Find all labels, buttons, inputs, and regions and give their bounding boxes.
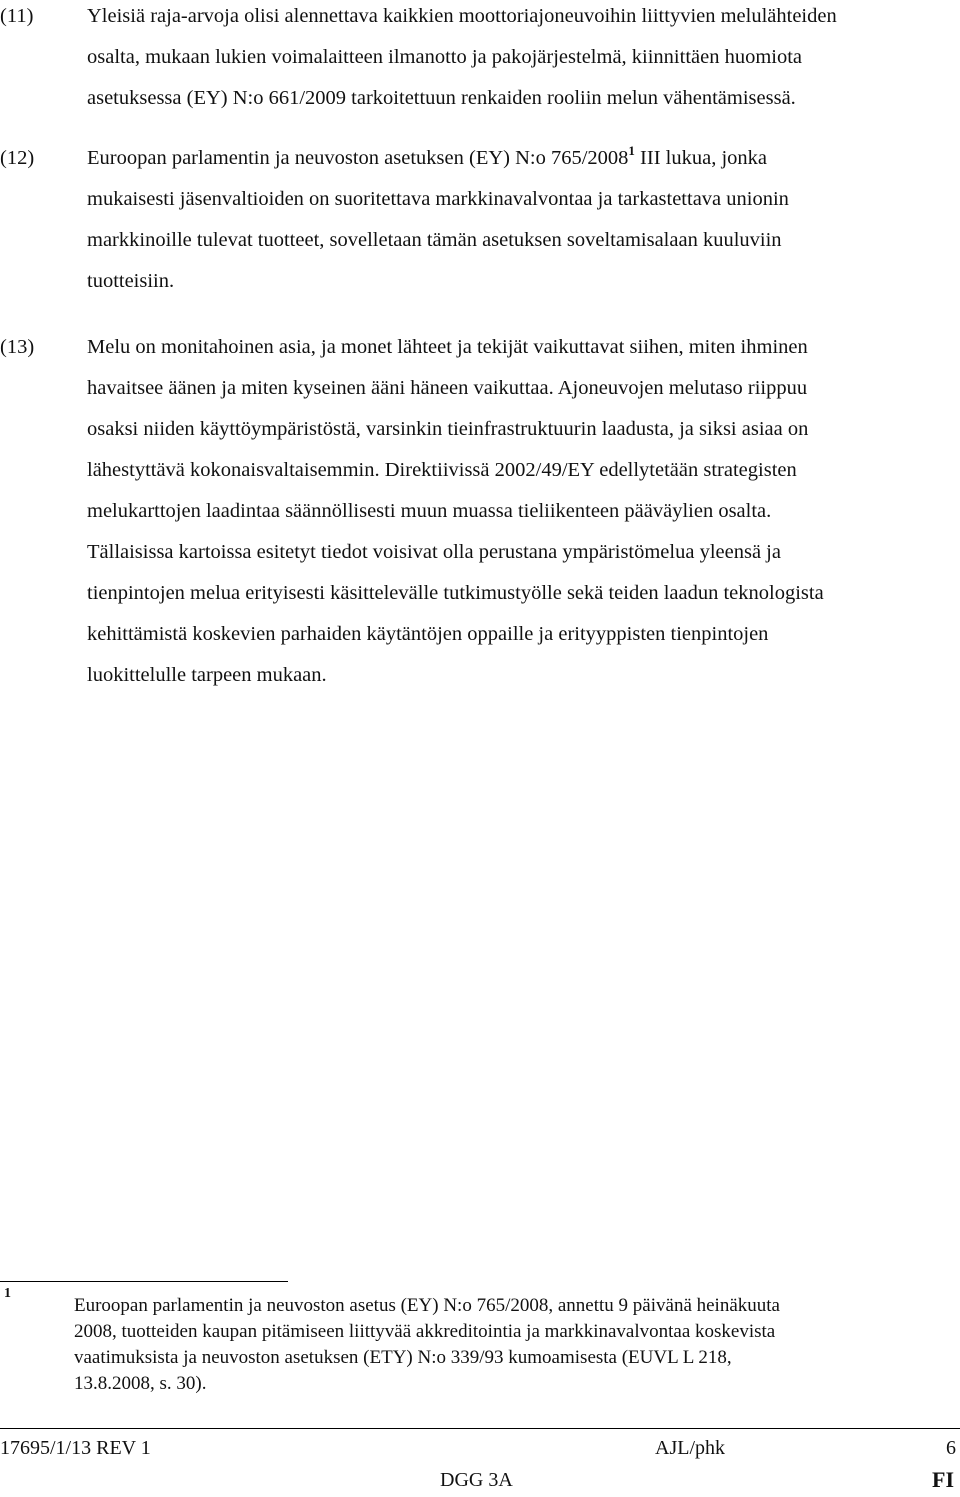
text-line: tuotteisiin. xyxy=(87,270,175,292)
text-line: luokittelulle tarpeen mukaan. xyxy=(87,664,327,686)
text-segment: Euroopan parlamentin ja neuvoston asetuksen (EY) N:o 765/2008 xyxy=(87,147,629,169)
footnote-line: vaatimuksista ja neuvoston asetuksen (ETY) N:o 339/93 kumoamisesta (EUVL L 218, xyxy=(74,1347,732,1368)
footnote-mark: 1 xyxy=(4,1286,11,1301)
text-line: osaksi niiden käyttöympäristöstä, varsinkin tieinfrastruktuurin laadusta, ja siksi asiaa on xyxy=(87,418,809,440)
footnote-reference[interactable]: 1 xyxy=(628,142,635,158)
footnote-separator xyxy=(0,1281,288,1282)
text-line: Melu on monitahoinen asia, ja monet lähteet ja tekijät vaikuttavat siihen, miten ihminen xyxy=(87,336,808,358)
paragraph-text xyxy=(87,0,960,119)
text-line: asetuksessa (EY) N:o 661/2009 tarkoitettuun renkaiden rooliin melun vähentämisessä. xyxy=(87,87,796,109)
text-line: melukarttojen laadintaa säännöllisesti muun muassa tieliikenteen pääväylien osalta. xyxy=(87,500,772,522)
footnote-line: 13.8.2008, s. 30). xyxy=(74,1373,207,1394)
text-line: havaitsee äänen ja miten kyseinen ääni häneen vaikuttaa. Ajoneuvojen melutaso riippuu xyxy=(87,377,808,399)
author-initials: AJL/phk xyxy=(655,1437,725,1459)
text-line: osalta, mukaan lukien voimalaitteen ilmanotto ja pakojärjestelmä, kiinnittäen huomiota xyxy=(87,46,803,68)
paragraph-number: (11) xyxy=(0,5,34,27)
text-line: tienpintojen melua erityisesti käsittelevälle tutkimustyölle sekä teiden laadun teknologista xyxy=(87,582,824,604)
paragraph-text xyxy=(87,138,960,302)
footnote-line: Euroopan parlamentin ja neuvoston asetus (EY) N:o 765/2008, annettu 9 päivänä heinäkuuta xyxy=(74,1295,780,1316)
text-line: Tällaisissa kartoissa esitetyt tiedot voisivat olla perustana ympäristömelua yleensä ja xyxy=(87,541,781,563)
footer-separator xyxy=(0,1428,960,1429)
text-line: Yleisiä raja-arvoja olisi alennettava kaikkien moottoriajoneuvoihin liittyvien melulähteiden xyxy=(87,5,837,27)
footnote-text xyxy=(74,1293,960,1397)
text-line: kehittämistä koskevien parhaiden käytäntöjen oppaille ja erityyppisten tienpintojen xyxy=(87,623,769,645)
footnote-line: 2008, tuotteiden kaupan pitämiseen liittyvää akkreditointia ja markkinavalvontaa koskevista xyxy=(74,1321,776,1342)
paragraph-number: (12) xyxy=(0,147,35,169)
text-line xyxy=(87,138,960,179)
paragraph-text xyxy=(87,327,960,696)
text-segment: III lukua, jonka xyxy=(634,147,767,169)
text-line: mukaisesti jäsenvaltioiden on suoritettava markkinavalvontaa ja tarkastettava unionin xyxy=(87,188,789,210)
document-reference: 17695/1/13 REV 1 xyxy=(0,1437,151,1459)
department-code: DGG 3A xyxy=(440,1469,513,1491)
language-code: FI xyxy=(932,1467,954,1492)
text-line: lähestyttävä kokonaisvaltaisemmin. Direktiivissä 2002/49/EY edellytetään strategisten xyxy=(87,459,797,481)
text-line: markkinoille tulevat tuotteet, sovelletaan tämän asetuksen soveltamisalaan kuuluviin xyxy=(87,229,782,251)
paragraph-number: (13) xyxy=(0,336,35,358)
page-number: 6 xyxy=(946,1437,956,1459)
